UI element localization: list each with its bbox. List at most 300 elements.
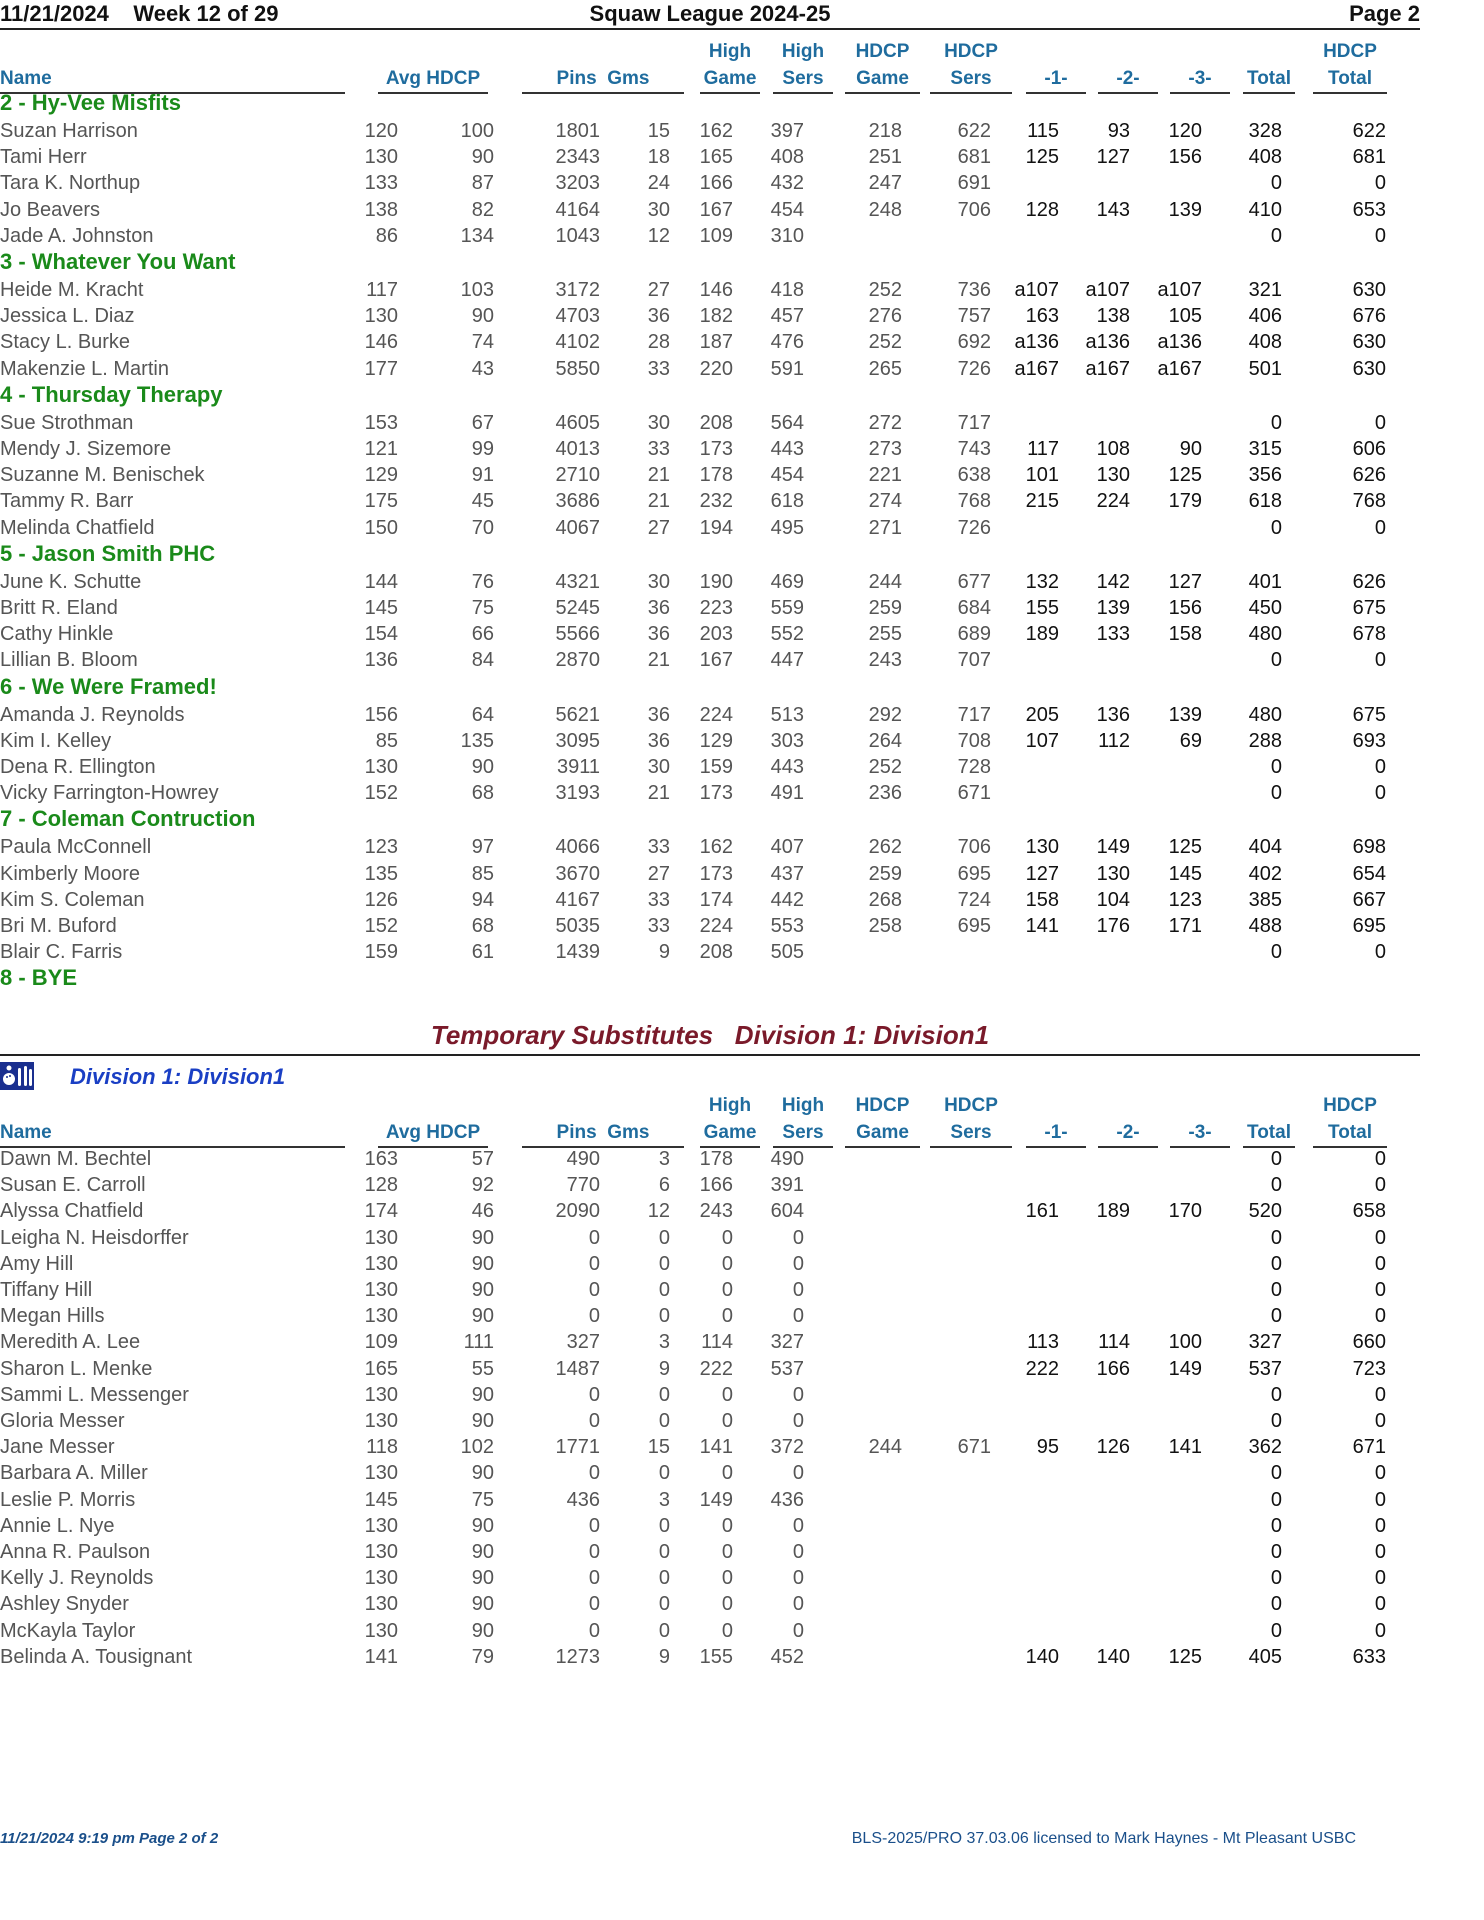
cell-total: 406 xyxy=(1248,305,1282,328)
cell-hdcp: 90 xyxy=(471,1541,494,1563)
cell-high-sers: 469 xyxy=(770,570,804,593)
cell-game3: 100 xyxy=(1168,1331,1202,1354)
cell-total: 618 xyxy=(1248,490,1282,513)
bowler-row xyxy=(0,647,1420,673)
cell-hdcp: 76 xyxy=(471,570,494,593)
cell-gms: 36 xyxy=(647,305,670,328)
cell-pins: 1771 xyxy=(555,1436,600,1459)
column-header-high_game_2: Game xyxy=(700,1119,760,1148)
cell-hdcp-total: 0 xyxy=(1374,1488,1386,1511)
cell-hdcp-total: 630 xyxy=(1352,331,1386,354)
cell-avg: 121 xyxy=(364,438,398,460)
cell-hdcp-game: 264 xyxy=(868,729,902,752)
cell-avg: 117 xyxy=(366,279,398,301)
cell-hdcp-total: 693 xyxy=(1352,729,1386,752)
cell-gms: 36 xyxy=(647,623,670,646)
cell-game3: 171 xyxy=(1168,915,1202,937)
column-header-hdcp_game_2: Game xyxy=(845,65,920,94)
cell-gms: 36 xyxy=(647,597,670,619)
cell-hdcp-sers: 638 xyxy=(957,464,991,487)
division-label: Division 1: Division1 xyxy=(70,1064,286,1089)
cell-high-sers: 408 xyxy=(770,146,804,169)
cell-avg: 109 xyxy=(364,1331,398,1354)
cell-gms: 33 xyxy=(647,888,670,911)
cell-hdcp: 90 xyxy=(471,1410,494,1432)
cell-pins: 4013 xyxy=(555,438,600,460)
cell-hdcp-total: 622 xyxy=(1352,120,1386,142)
cell-hdcp: 90 xyxy=(471,146,494,169)
bowler-name: Dena R. Ellington xyxy=(0,756,156,778)
cell-hdcp-total: 0 xyxy=(1374,941,1386,964)
cell-game3: 141 xyxy=(1168,1436,1202,1459)
cell-high-game: 220 xyxy=(699,357,733,380)
cell-total: 0 xyxy=(1270,756,1282,778)
bowler-row xyxy=(0,144,1420,170)
cell-total: 315 xyxy=(1248,438,1282,460)
cell-game3: 90 xyxy=(1179,438,1202,460)
bowler-name: Jade A. Johnston xyxy=(0,224,154,247)
cell-pins: 4067 xyxy=(555,516,600,539)
cell-high-sers: 452 xyxy=(770,1645,804,1668)
bowler-row xyxy=(0,1618,1420,1644)
cell-pins: 0 xyxy=(588,1279,600,1301)
cell-gms: 27 xyxy=(647,516,670,539)
cell-hdcp-total: 676 xyxy=(1352,305,1386,328)
cell-high-game: 129 xyxy=(699,729,733,752)
cell-hdcp-total: 0 xyxy=(1374,1567,1386,1590)
cell-total: 405 xyxy=(1248,1645,1282,1668)
cell-pins: 4167 xyxy=(555,888,600,911)
cell-game1: 128 xyxy=(1025,198,1059,221)
cell-game2: 114 xyxy=(1098,1331,1130,1354)
cell-high-sers: 437 xyxy=(770,862,804,885)
cell-avg: 120 xyxy=(364,120,398,142)
cell-hdcp: 90 xyxy=(471,756,494,778)
team-title: 3 - Whatever You Want xyxy=(0,249,236,274)
cell-pins: 1487 xyxy=(555,1357,600,1380)
cell-hdcp-total: 626 xyxy=(1352,570,1386,593)
section-divider xyxy=(0,1054,1420,1056)
cell-high-game: 208 xyxy=(699,411,733,434)
cell-pins: 4321 xyxy=(555,570,600,593)
cell-avg: 141 xyxy=(364,1645,398,1668)
bowler-name: Barbara A. Miller xyxy=(0,1462,148,1485)
bowler-row xyxy=(0,834,1420,860)
cell-hdcp: 100 xyxy=(460,120,494,142)
cell-game1: 132 xyxy=(1025,570,1059,593)
cell-hdcp-sers: 757 xyxy=(957,305,991,328)
cell-avg: 130 xyxy=(364,1226,398,1249)
column-header-avg_hdcp: Avg HDCP xyxy=(378,1119,488,1148)
cell-high-sers: 454 xyxy=(770,198,804,221)
cell-total: 0 xyxy=(1270,1514,1282,1537)
cell-total: 401 xyxy=(1248,570,1282,593)
bowler-row xyxy=(0,1172,1420,1198)
page-number: Page 2 xyxy=(1349,1,1420,26)
cell-high-game: 146 xyxy=(699,279,733,301)
cell-high-game: 167 xyxy=(699,649,733,672)
cell-gms: 24 xyxy=(647,172,670,195)
cell-hdcp-sers: 728 xyxy=(957,756,991,778)
cell-avg: 165 xyxy=(364,1357,398,1380)
cell-avg: 138 xyxy=(364,198,398,221)
cell-hdcp-total: 0 xyxy=(1374,1514,1386,1537)
cell-hdcp: 67 xyxy=(471,411,494,434)
cell-gms: 33 xyxy=(647,836,670,859)
cell-pins: 5035 xyxy=(555,915,600,937)
bowler-row xyxy=(0,913,1420,939)
cell-avg: 118 xyxy=(366,1436,398,1459)
cell-gms: 12 xyxy=(647,1200,670,1223)
bowler-name: Paula McConnell xyxy=(0,836,152,859)
cell-pins: 3203 xyxy=(555,172,600,195)
cell-high-game: 159 xyxy=(699,756,733,778)
bowler-name: Kim S. Coleman xyxy=(0,888,145,911)
cell-high-sers: 0 xyxy=(792,1619,804,1642)
page-header xyxy=(0,0,1420,30)
bowler-name: Suzanne M. Benischek xyxy=(0,464,205,487)
cell-gms: 0 xyxy=(658,1619,670,1642)
cell-game3: 145 xyxy=(1168,862,1202,885)
cell-hdcp-total: 0 xyxy=(1374,1410,1386,1432)
cell-hdcp-total: 675 xyxy=(1352,703,1386,726)
cell-avg: 130 xyxy=(364,1541,398,1563)
cell-high-sers: 372 xyxy=(770,1436,804,1459)
cell-hdcp-game: 265 xyxy=(868,357,902,380)
bowler-row xyxy=(0,1356,1420,1382)
cell-high-game: 141 xyxy=(699,1436,733,1459)
column-header-pins_gms: Pins Gms xyxy=(522,65,684,94)
bowler-row xyxy=(0,436,1420,462)
cell-high-game: 178 xyxy=(699,1148,733,1170)
bowler-name: Tiffany Hill xyxy=(0,1279,93,1301)
cell-pins: 3686 xyxy=(555,490,600,513)
team-title: 8 - BYE xyxy=(0,965,78,991)
cell-pins: 0 xyxy=(588,1252,600,1275)
team-title: 6 - We Were Framed! xyxy=(0,673,217,699)
cell-pins: 0 xyxy=(588,1514,600,1537)
column-header-g3: -3- xyxy=(1170,1119,1230,1148)
cell-avg: 152 xyxy=(364,782,398,805)
cell-total: 356 xyxy=(1248,464,1282,487)
cell-hdcp-total: 0 xyxy=(1374,1462,1386,1485)
cell-total: 480 xyxy=(1248,623,1282,646)
cell-game1: 189 xyxy=(1025,623,1059,646)
bowler-row xyxy=(0,1408,1420,1434)
team-title: 4 - Thursday Therapy xyxy=(0,381,223,407)
cell-game1: 222 xyxy=(1025,1357,1059,1380)
column-header-total: Total xyxy=(1243,65,1295,94)
cell-high-sers: 537 xyxy=(770,1357,804,1380)
bowler-row xyxy=(0,356,1420,382)
cell-gms: 3 xyxy=(658,1148,670,1170)
cell-hdcp-game: 268 xyxy=(868,888,902,911)
cell-high-sers: 0 xyxy=(792,1567,804,1590)
cell-high-game: 167 xyxy=(699,198,733,221)
cell-hdcp: 90 xyxy=(471,305,494,328)
bowler-row xyxy=(0,303,1420,329)
cell-hdcp: 135 xyxy=(460,729,494,752)
cell-hdcp-game: 273 xyxy=(868,438,902,460)
cell-avg: 163 xyxy=(364,1148,398,1170)
cell-hdcp-game: 272 xyxy=(868,411,902,434)
bowler-row xyxy=(0,1225,1420,1251)
cell-high-sers: 310 xyxy=(770,224,804,247)
cell-high-sers: 436 xyxy=(770,1488,804,1511)
cell-hdcp-game: 274 xyxy=(868,490,902,513)
cell-gms: 9 xyxy=(658,1357,670,1380)
cell-game1: 140 xyxy=(1025,1645,1059,1668)
cell-hdcp-total: 0 xyxy=(1374,1593,1386,1616)
cell-hdcp-total: 0 xyxy=(1374,1252,1386,1275)
cell-game2: 224 xyxy=(1096,490,1130,513)
bowler-name: Amy Hill xyxy=(0,1252,74,1275)
cell-high-game: 224 xyxy=(699,703,733,726)
bowler-name: Ashley Snyder xyxy=(0,1593,129,1616)
cell-hdcp-game: 255 xyxy=(868,623,902,646)
bowler-row xyxy=(0,1146,1420,1172)
cell-avg: 150 xyxy=(364,516,398,539)
cell-hdcp-total: 660 xyxy=(1352,1331,1386,1354)
cell-total: 520 xyxy=(1248,1200,1282,1223)
column-header-g3: -3- xyxy=(1170,65,1230,94)
cell-hdcp-sers: 671 xyxy=(957,1436,991,1459)
column-header-hdcp_sers_2: Sers xyxy=(930,65,1012,94)
cell-game3: 125 xyxy=(1168,836,1202,859)
cell-high-sers: 303 xyxy=(770,729,804,752)
cell-game1: 101 xyxy=(1025,464,1059,487)
cell-avg: 159 xyxy=(364,941,398,964)
cell-total: 537 xyxy=(1248,1357,1282,1380)
cell-gms: 0 xyxy=(658,1541,670,1563)
cell-high-game: 166 xyxy=(699,172,733,195)
cell-avg: 130 xyxy=(364,1279,398,1301)
cell-high-sers: 491 xyxy=(770,782,804,805)
cell-hdcp-game: 252 xyxy=(868,331,902,354)
cell-hdcp: 84 xyxy=(471,649,494,672)
cell-high-sers: 443 xyxy=(770,756,804,778)
cell-hdcp-total: 667 xyxy=(1352,888,1386,911)
cell-high-sers: 0 xyxy=(792,1383,804,1406)
cell-avg: 130 xyxy=(364,1514,398,1537)
cell-game2: 133 xyxy=(1096,623,1130,646)
cell-high-game: 203 xyxy=(699,623,733,646)
cell-pins: 0 xyxy=(588,1567,600,1590)
footer-license: BLS-2025/PRO 37.03.06 licensed to Mark Haynes - Mt Pleasant USBC xyxy=(851,1830,1356,1847)
bowler-row xyxy=(0,569,1420,595)
bowler-name: Alyssa Chatfield xyxy=(0,1200,144,1223)
cell-high-sers: 553 xyxy=(770,915,804,937)
cell-total: 0 xyxy=(1270,516,1282,539)
column-header-g1: -1- xyxy=(1026,65,1086,94)
cell-high-sers: 490 xyxy=(770,1148,804,1170)
bowler-row xyxy=(0,1539,1420,1565)
cell-total: 0 xyxy=(1270,1619,1282,1642)
bowler-row xyxy=(0,197,1420,223)
bowler-row xyxy=(0,1382,1420,1408)
cell-gms: 9 xyxy=(658,1645,670,1668)
cell-total: 0 xyxy=(1270,1226,1282,1249)
cell-hdcp-total: 0 xyxy=(1374,1174,1386,1197)
cell-high-sers: 559 xyxy=(770,597,804,619)
cell-pins: 0 xyxy=(588,1410,600,1432)
cell-total: 0 xyxy=(1270,782,1282,805)
column-header-hdcp_sers_2: Sers xyxy=(930,1119,1012,1148)
cell-game1: 107 xyxy=(1025,729,1059,752)
column-header-hdcp_sers-top: HDCP xyxy=(944,1095,998,1116)
cell-hdcp-total: 654 xyxy=(1352,862,1386,885)
cell-high-game: 174 xyxy=(699,888,733,911)
bowler-name: Jessica L. Diaz xyxy=(0,305,135,328)
bowler-name: June K. Schutte xyxy=(0,570,142,593)
cell-pins: 3911 xyxy=(556,756,600,778)
cell-total: 328 xyxy=(1248,120,1282,142)
cell-game1: 115 xyxy=(1027,120,1059,142)
bowler-row xyxy=(0,223,1420,249)
column-header-high_game_2: Game xyxy=(700,65,760,94)
bowler-row xyxy=(0,118,1420,144)
bowler-name: Kelly J. Reynolds xyxy=(0,1567,154,1590)
bowler-name: Sammi L. Messenger xyxy=(0,1383,189,1406)
cell-hdcp: 66 xyxy=(471,623,494,646)
bowler-row xyxy=(0,1565,1420,1591)
bowler-name: Suzan Harrison xyxy=(0,120,138,142)
cell-game3: 170 xyxy=(1168,1200,1202,1223)
cell-avg: 145 xyxy=(364,597,398,619)
cell-game1: 141 xyxy=(1025,915,1059,937)
cell-hdcp: 75 xyxy=(471,1488,494,1511)
cell-hdcp-total: 0 xyxy=(1374,782,1386,805)
cell-total: 0 xyxy=(1270,224,1282,247)
cell-game3: 105 xyxy=(1168,305,1202,328)
bowler-name: Tara K. Northup xyxy=(0,172,141,195)
cell-high-game: 162 xyxy=(699,120,733,142)
bowler-name: Kim I. Kelley xyxy=(0,729,112,752)
column-header-hdcp_sers-top: HDCP xyxy=(944,41,998,62)
cell-high-game: 0 xyxy=(721,1567,733,1590)
column-header-hdcp_total-top: HDCP xyxy=(1323,1095,1377,1116)
cell-hdcp: 90 xyxy=(471,1226,494,1249)
cell-high-game: 222 xyxy=(699,1357,733,1380)
cell-high-sers: 407 xyxy=(770,836,804,859)
cell-game2: a136 xyxy=(1085,331,1130,354)
cell-high-sers: 432 xyxy=(770,172,804,195)
cell-high-game: 0 xyxy=(721,1619,733,1642)
column-header-g1: -1- xyxy=(1026,1119,1086,1148)
cell-hdcp-game: 244 xyxy=(868,570,902,593)
cell-game2: 130 xyxy=(1096,464,1130,487)
cell-total: 408 xyxy=(1248,331,1282,354)
cell-avg: 129 xyxy=(364,464,398,487)
cell-gms: 0 xyxy=(658,1252,670,1275)
cell-hdcp: 46 xyxy=(471,1200,494,1223)
cell-total: 0 xyxy=(1270,1488,1282,1511)
cell-pins: 5245 xyxy=(555,597,600,619)
cell-hdcp-sers: 695 xyxy=(957,915,991,937)
cell-game3: a107 xyxy=(1157,279,1202,301)
bowler-name: Jane Messer xyxy=(0,1436,115,1459)
cell-game2: 126 xyxy=(1096,1436,1130,1459)
cell-avg: 86 xyxy=(375,224,398,247)
cell-gms: 27 xyxy=(647,279,670,301)
bowler-name: Dawn M. Bechtel xyxy=(0,1148,152,1170)
cell-hdcp-total: 653 xyxy=(1352,198,1386,221)
cell-avg: 174 xyxy=(364,1200,398,1223)
cell-high-sers: 397 xyxy=(770,120,804,142)
cell-game2: 139 xyxy=(1096,597,1130,619)
cell-game3: 156 xyxy=(1168,146,1202,169)
cell-gms: 3 xyxy=(658,1488,670,1511)
cell-avg: 130 xyxy=(364,1593,398,1616)
bowling-icon xyxy=(0,1062,34,1090)
cell-avg: 130 xyxy=(364,1305,398,1328)
cell-pins: 0 xyxy=(588,1226,600,1249)
column-header-high_game-top: High xyxy=(708,41,752,62)
cell-hdcp: 79 xyxy=(471,1645,494,1668)
cell-total: 288 xyxy=(1248,729,1282,752)
cell-total: 0 xyxy=(1270,1174,1282,1197)
cell-hdcp-total: 606 xyxy=(1352,438,1386,460)
cell-total: 501 xyxy=(1248,357,1282,380)
bowler-row xyxy=(0,1303,1420,1329)
cell-avg: 175 xyxy=(364,490,398,513)
cell-high-sers: 564 xyxy=(770,411,804,434)
bowler-name: McKayla Taylor xyxy=(0,1619,136,1642)
cell-gms: 9 xyxy=(658,941,670,964)
cell-hdcp-game: 252 xyxy=(868,756,902,778)
cell-pins: 490 xyxy=(566,1148,600,1170)
column-header-total: Total xyxy=(1243,1119,1295,1148)
bowler-name: Meredith A. Lee xyxy=(0,1331,141,1354)
cell-gms: 28 xyxy=(647,331,670,354)
column-header-hdcp_game-top: HDCP xyxy=(855,1095,910,1116)
cell-avg: 85 xyxy=(375,729,398,752)
cell-high-game: 187 xyxy=(699,331,733,354)
cell-high-sers: 442 xyxy=(770,888,804,911)
cell-avg: 153 xyxy=(364,411,398,434)
cell-total: 488 xyxy=(1248,915,1282,937)
cell-total: 408 xyxy=(1248,146,1282,169)
cell-hdcp: 85 xyxy=(471,862,494,885)
cell-total: 385 xyxy=(1248,888,1282,911)
bowler-row xyxy=(0,1591,1420,1617)
bowler-name: Anna R. Paulson xyxy=(0,1541,151,1563)
cell-hdcp-total: 0 xyxy=(1374,1383,1386,1406)
bowler-name: Amanda J. Reynolds xyxy=(0,703,185,726)
cell-high-game: 149 xyxy=(699,1488,733,1511)
bowler-name: Melinda Chatfield xyxy=(0,516,155,539)
cell-gms: 21 xyxy=(647,464,670,487)
cell-high-sers: 0 xyxy=(792,1410,804,1432)
bowler-row xyxy=(0,277,1420,303)
cell-high-game: 0 xyxy=(721,1383,733,1406)
cell-hdcp-sers: 724 xyxy=(957,888,991,911)
cell-pins: 0 xyxy=(588,1305,600,1328)
cell-high-sers: 0 xyxy=(792,1462,804,1485)
cell-avg: 130 xyxy=(364,756,398,778)
cell-avg: 144 xyxy=(364,570,398,593)
cell-total: 480 xyxy=(1248,703,1282,726)
bowler-name: Annie L. Nye xyxy=(0,1514,115,1537)
column-header-avg_hdcp: Avg HDCP xyxy=(378,65,488,94)
cell-hdcp-sers: 706 xyxy=(957,836,991,859)
cell-hdcp: 90 xyxy=(471,1593,494,1616)
cell-hdcp-sers: 726 xyxy=(957,357,991,380)
cell-pins: 3095 xyxy=(555,729,600,752)
cell-hdcp: 111 xyxy=(463,1331,494,1354)
cell-hdcp-game: 243 xyxy=(868,649,902,672)
cell-pins: 2870 xyxy=(555,649,600,672)
